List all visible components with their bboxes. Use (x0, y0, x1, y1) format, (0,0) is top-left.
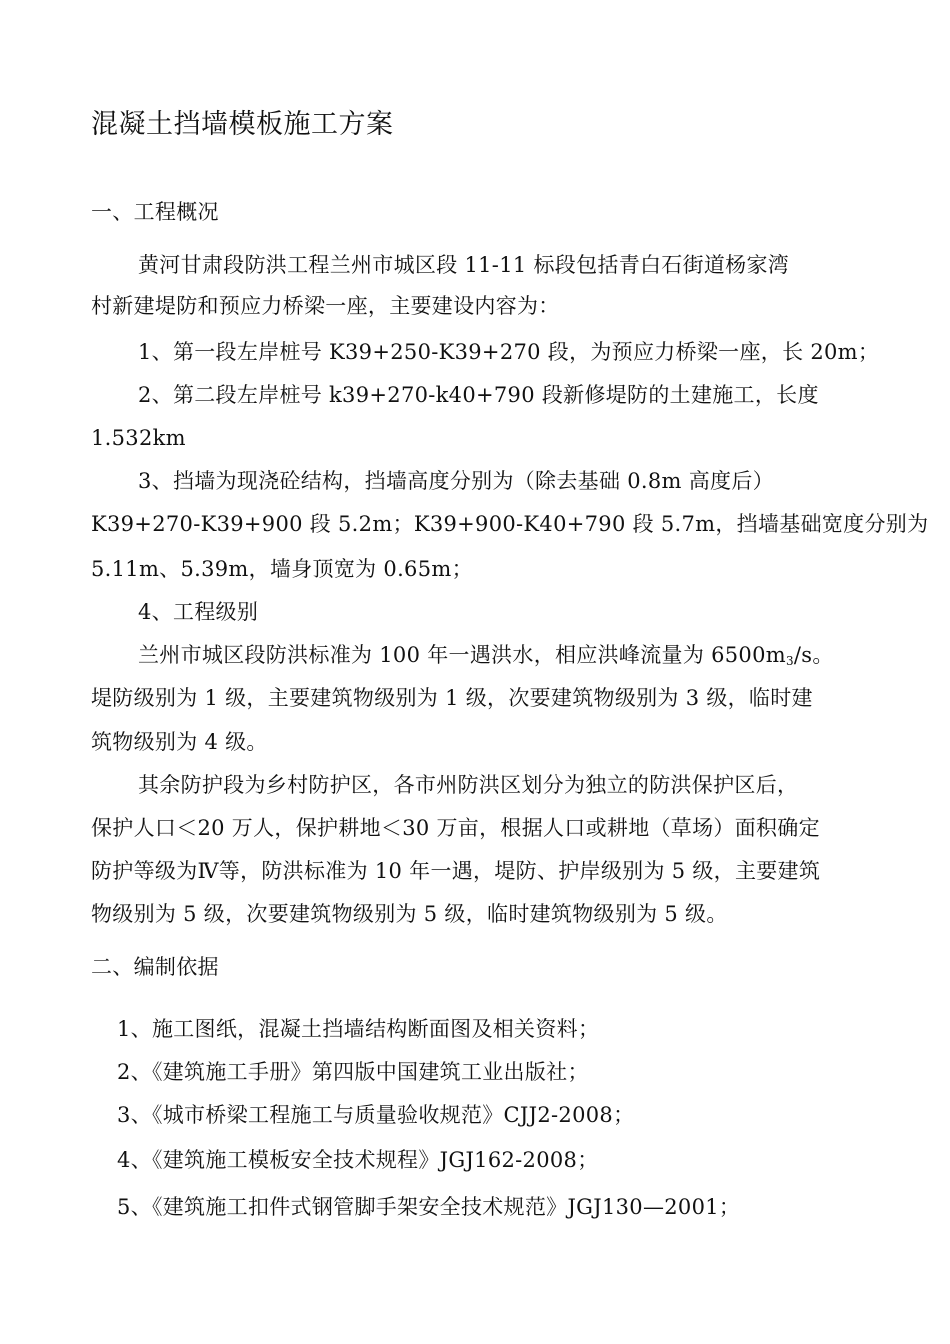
paragraph-line: 筑物级别为 4 级。 (91, 730, 268, 754)
paragraph-line: 村新建堤防和预应力桥梁一座，主要建设内容为： (91, 294, 560, 318)
paragraph-line: 5.11m、5.39m，墙身顶宽为 0.65m； (91, 557, 473, 581)
list-item: 5、《建筑施工扣件式钢管脚手架安全技术规范》JGJ130—2001； (117, 1195, 741, 1219)
paragraph-line: 物级别为 5 级，次要建筑物级别为 5 级，临时建筑物级别为 5 级。 (91, 902, 728, 926)
section-heading-overview: 一、工程概况 (91, 200, 219, 224)
list-item: 2、《建筑施工手册》第四版中国建筑工业出版社； (117, 1060, 589, 1084)
section-heading-basis: 二、编制依据 (91, 955, 219, 979)
unit-subscript: 3 (785, 654, 794, 668)
paragraph-line: 防护等级为Ⅳ等，防洪标准为 10 年一遇，堤防、护岸级别为 5 级，主要建筑 (91, 859, 821, 883)
list-item: 1、第一段左岸桩号 K39+250-K39+270 段，为预应力桥梁一座，长 20m； (138, 340, 880, 364)
paragraph-line: K39+270-K39+900 段 5.2m；K39+900-K40+790 段 5.7m，挡墙基础宽度分别为 (91, 512, 929, 536)
unit-suffix: /s。 (793, 643, 834, 667)
list-item: 2、第二段左岸桩号 k39+270-k40+790 段新修堤防的土建施工，长度 (138, 383, 819, 407)
paragraph-line: 保护人口＜20 万人，保护耕地＜30 万亩，根据人口或耕地（草场）面积确定 (91, 816, 820, 840)
document-title: 混凝土挡墙模板施工方案 (91, 109, 394, 140)
list-item: 4、《建筑施工模板安全技术规程》JGJ162-2008； (117, 1148, 599, 1172)
paragraph-line: 堤防级别为 1 级，主要建筑物级别为 1 级，次要建筑物级别为 3 级，临时建 (91, 686, 813, 710)
paragraph-line: 黄河甘肃段防洪工程兰州市城区段 11-11 标段包括青白石街道杨家湾 (138, 253, 790, 277)
list-item: 3、挡墙为现浇砼结构，挡墙高度分别为（除去基础 0.8m 高度后） (138, 469, 774, 493)
list-item: 3、《城市桥梁工程施工与质量验收规范》CJJ2-2008； (117, 1103, 635, 1127)
paragraph-line: 1.532km (91, 426, 186, 450)
list-item: 4、工程级别 (138, 600, 259, 624)
flood-standard-text: 兰州市城区段防洪标准为 100 年一遇洪水，相应洪峰流量为 6500m (138, 643, 786, 667)
list-item: 1、施工图纸，混凝土挡墙结构断面图及相关资料； (117, 1017, 600, 1041)
flood-standard-line (138, 641, 834, 675)
paragraph-line: 其余防护段为乡村防护区，各市州防洪区划分为独立的防洪保护区后， (138, 773, 799, 797)
